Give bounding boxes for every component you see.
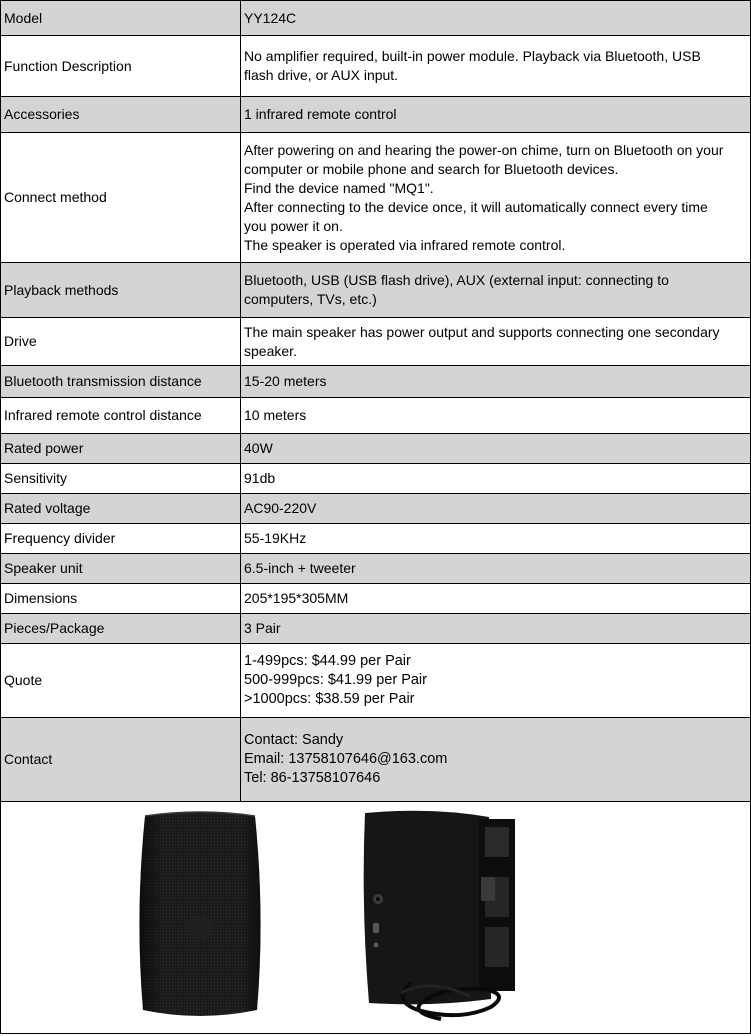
spec-label: Infrared remote control distance [1,398,241,434]
product-photo-row [1,802,751,1034]
spec-row [1,614,751,644]
speaker-front-image [135,810,265,1022]
spec-value-line: flash drive, or AUX input. [244,67,399,83]
spec-label: Model [1,1,241,36]
spec-row [1,494,751,524]
spec-row [1,718,751,802]
spec-row [1,366,751,398]
spec-value-line: 6.5-inch + tweeter [244,560,356,576]
spec-row [1,97,751,133]
product-photo-cell [1,802,751,1034]
spec-value-line: No amplifier required, built-in power module. Playback via Bluetooth, USB [244,48,701,64]
spec-value-line: 1-499pcs: $44.99 per Pair [244,653,411,669]
spec-value [241,524,751,554]
spec-row [1,434,751,464]
spec-value-line: The speaker is operated via infrared remote control. [244,236,566,253]
spec-value-line: you power it on. [244,217,343,234]
spec-label: Drive [1,318,241,366]
spec-row [1,554,751,584]
spec-label: Rated power [1,434,241,464]
spec-label: Connect method [1,133,241,263]
spec-label: Function Description [1,36,241,97]
spec-value [241,554,751,584]
spec-value [241,614,751,644]
spec-value-line: 91db [244,470,276,486]
spec-value-line: 10 meters [244,407,307,423]
spec-value [241,434,751,464]
spec-label: Speaker unit [1,554,241,584]
spec-value [241,318,751,366]
spec-value [241,366,751,398]
spec-label: Frequency divider [1,524,241,554]
spec-value-line: 1 infrared remote control [244,106,397,122]
spec-row [1,36,751,97]
spec-label: Rated voltage [1,494,241,524]
spec-value-line: computer or mobile phone and search for Bluetooth devices. [244,160,619,177]
spec-value-line: 500-999pcs: $41.99 per Pair [244,672,427,688]
spec-value-line: The main speaker has power output and supports connecting one secondary [244,323,720,340]
spec-value-line: Tel: 86-13758107646 [244,770,381,786]
spec-value [241,1,751,36]
spec-value [241,398,751,434]
spec-value [241,644,751,718]
spec-label: Playback methods [1,263,241,318]
spec-value [241,494,751,524]
spec-row [1,1,751,36]
speaker-back-image [361,807,523,1029]
spec-value-line: >1000pcs: $38.59 per Pair [244,691,415,707]
spec-value-line: speaker. [244,342,297,359]
spec-value [241,97,751,133]
spec-value-line: 55-19KHz [244,530,307,546]
spec-value-line: Contact: Sandy [244,732,344,748]
spec-value-line: Bluetooth, USB (USB flash drive), AUX (external input: connecting to [244,272,669,288]
spec-row [1,133,751,263]
spec-label: Contact [1,718,241,802]
spec-value-line: After connecting to the device once, it will automatically connect every time [244,198,708,215]
spec-value-line: After powering on and hearing the power-on chime, turn on Bluetooth on your [244,141,724,158]
spec-value-line: YY124C [244,9,297,26]
spec-value-line: Email: 13758107646@163.com [244,751,448,767]
spec-row [1,318,751,366]
spec-label: Quote [1,644,241,718]
spec-value [241,133,751,263]
spec-value-line: Find the device named "MQ1". [244,179,434,196]
spec-value-line: computers, TVs, etc.) [244,291,377,307]
spec-value-line: 205*195*305MM [244,590,349,606]
spec-label: Sensitivity [1,464,241,494]
spec-row [1,398,751,434]
spec-label: Dimensions [1,584,241,614]
spec-value [241,464,751,494]
spec-row [1,644,751,718]
spec-label: Bluetooth transmission distance [1,366,241,398]
spec-row [1,584,751,614]
spec-row [1,263,751,318]
spec-value [241,718,751,802]
spec-value [241,36,751,97]
spec-value-line: AC90-220V [244,500,317,516]
spec-value [241,584,751,614]
spec-row [1,464,751,494]
spec-value-line: 3 Pair [244,620,281,636]
spec-label: Accessories [1,97,241,133]
spec-row [1,524,751,554]
spec-value [241,263,751,318]
spec-value-line: 15-20 meters [244,373,327,389]
spec-value-line: 40W [244,440,273,456]
spec-label: Pieces/Package [1,614,241,644]
